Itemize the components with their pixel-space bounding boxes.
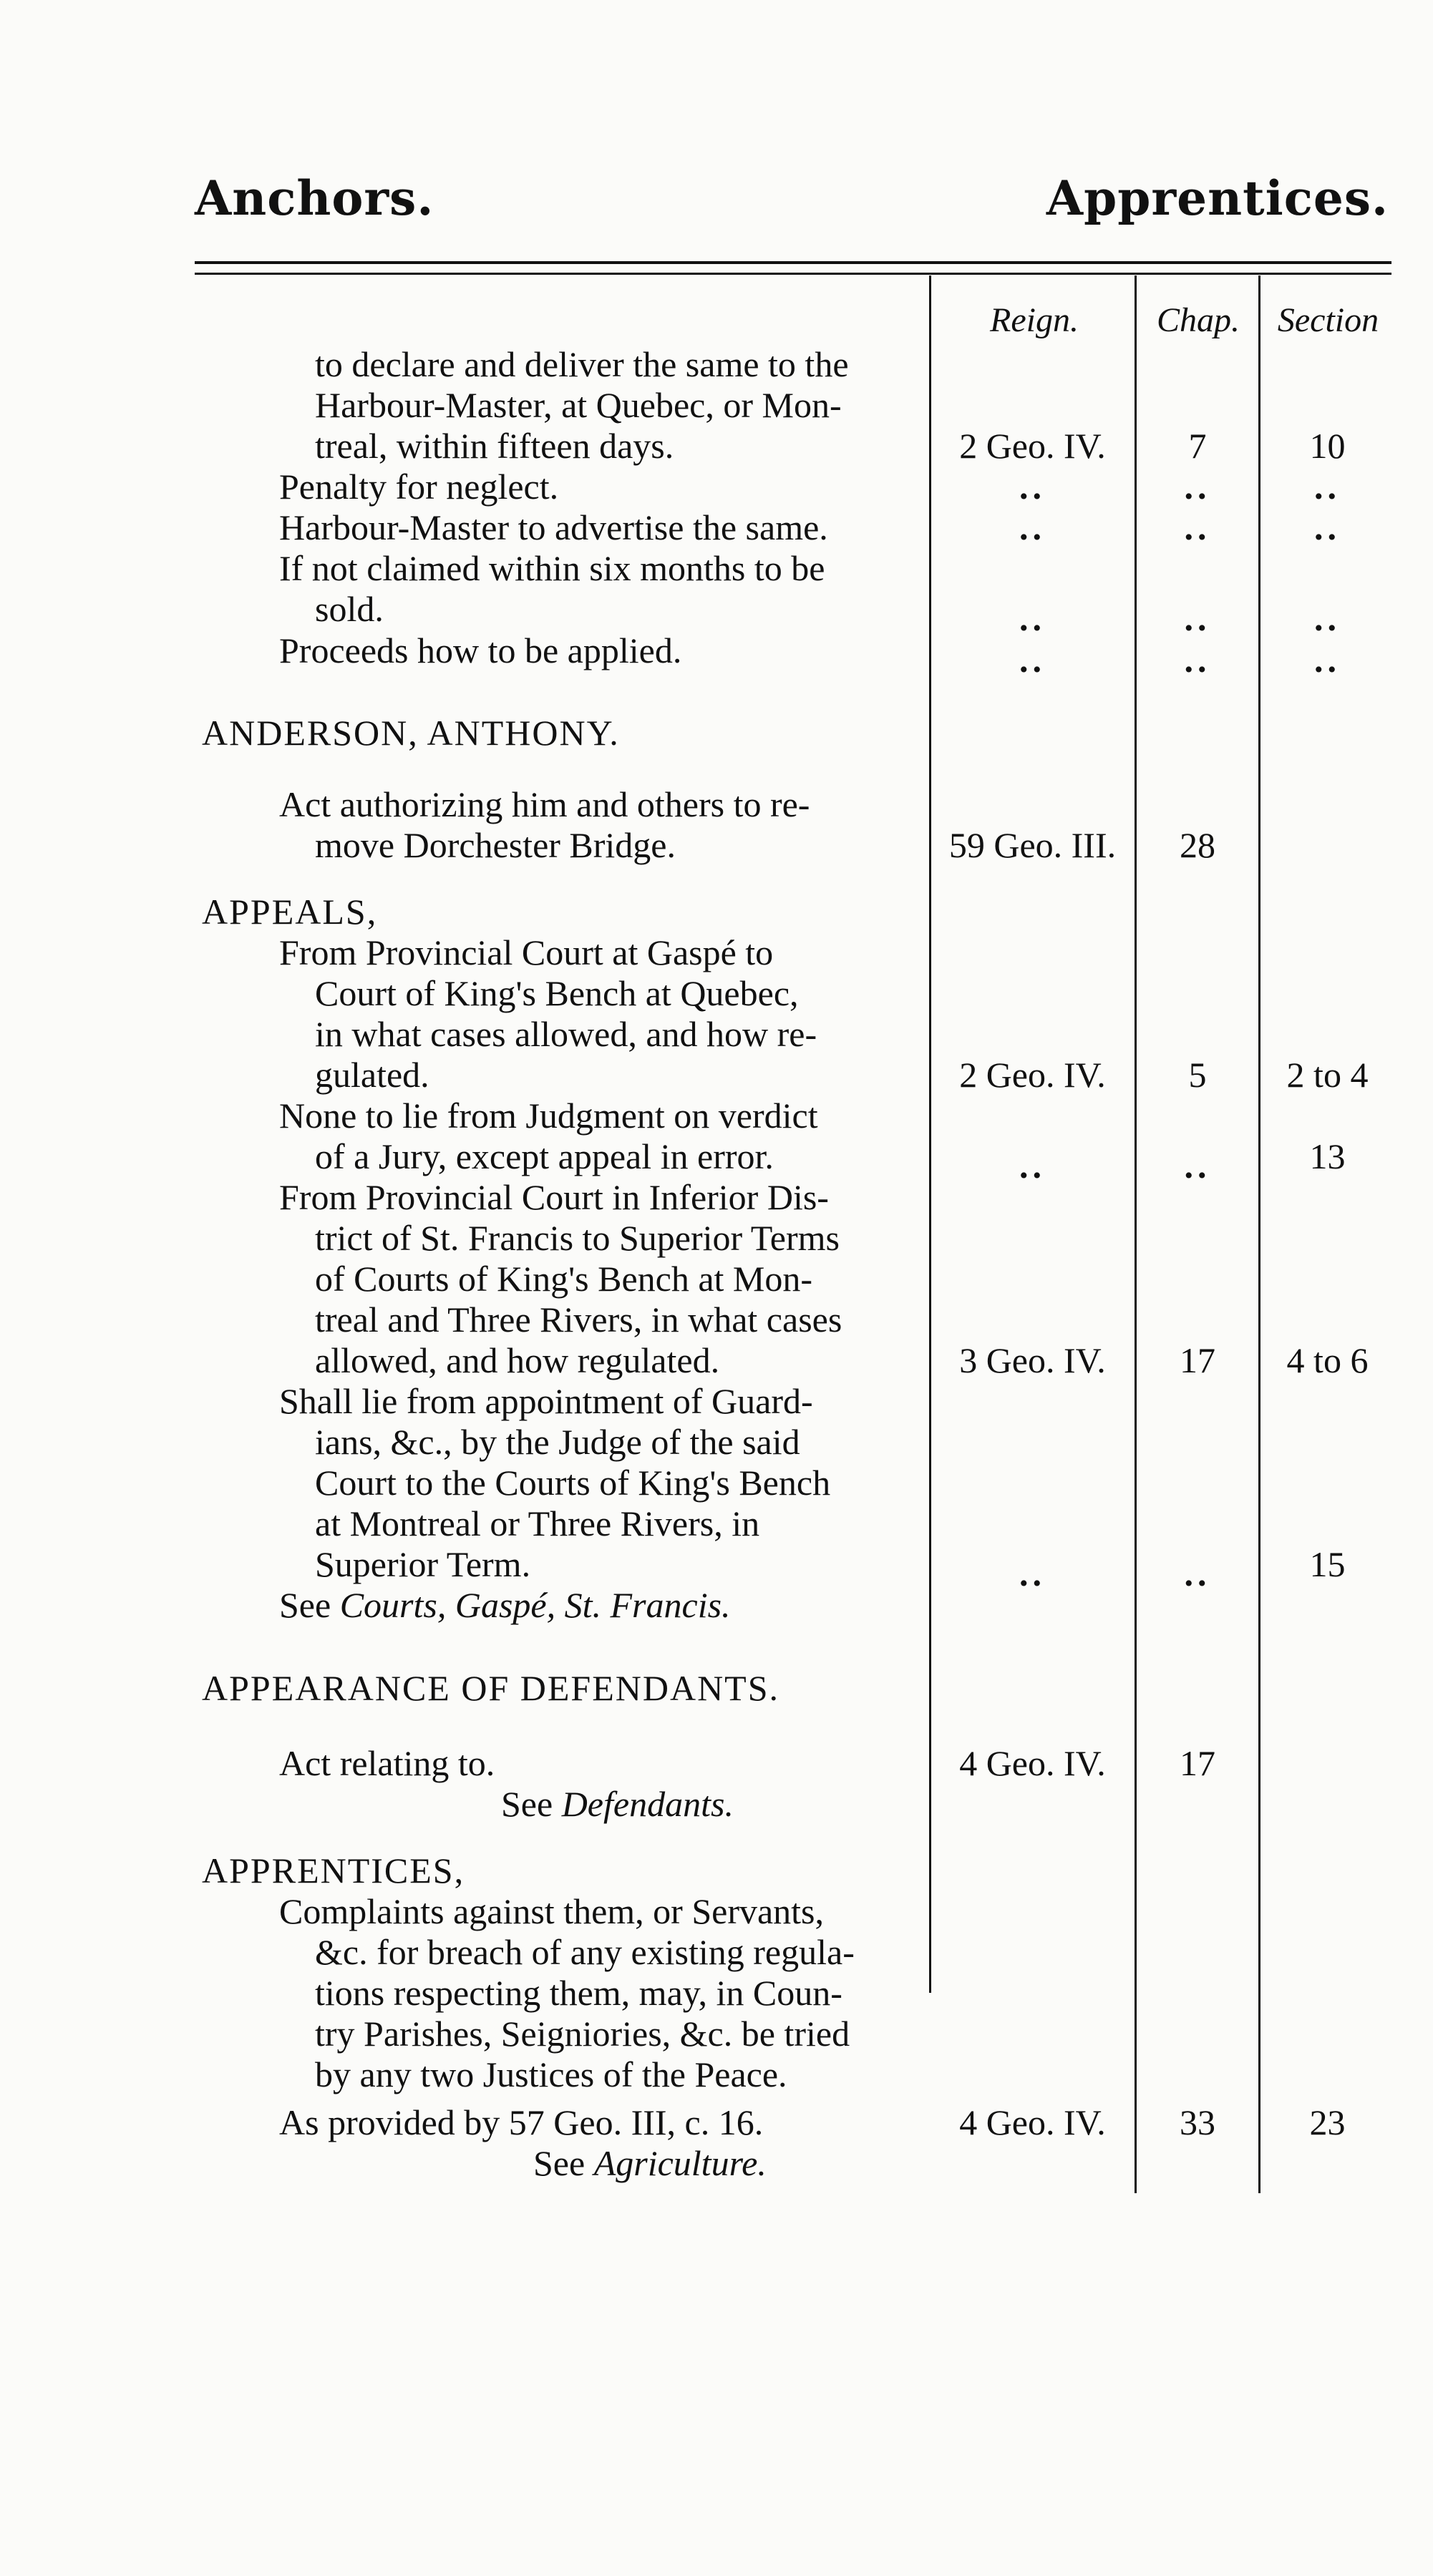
ditto-mark: .. — [1184, 1146, 1211, 1186]
running-head-left: Anchors. — [195, 170, 434, 226]
chap-cell: 7 — [1188, 426, 1207, 466]
see-reference — [501, 1783, 734, 1825]
entry-line: Proceeds how to be applied. — [279, 630, 682, 670]
entry-line: Harbour-Master, at Quebec, or Mon- — [315, 385, 842, 425]
entry-line: As provided by 57 Geo. III, c. 16. — [279, 2102, 764, 2142]
entry-line: &c. for breach of any existing regula- — [315, 1932, 855, 1972]
entry-line: sold. — [315, 589, 384, 629]
section-heading: APPRENTICES, — [202, 1850, 465, 1890]
entry-line: Superior Term. — [315, 1544, 531, 1584]
entry-line: Act authorizing him and others to re- — [279, 784, 810, 824]
entry-line: treal and Three Rivers, in what cases — [315, 1299, 842, 1340]
reign-cell: 2 Geo. IV. — [959, 1055, 1106, 1095]
see-reference — [533, 2142, 767, 2184]
ditto-mark: .. — [1019, 598, 1046, 638]
entry-line: move Dorchester Bridge. — [315, 825, 676, 865]
entry-line: treal, within fifteen days. — [315, 426, 674, 466]
entry-line: try Parishes, Seigniories, &c. be tried — [315, 2014, 850, 2054]
entry-line: Complaints against them, or Servants, — [279, 1891, 825, 1931]
entry-line: trict of St. Francis to Superior Terms — [315, 1218, 840, 1258]
entry-line: of Courts of King's Bench at Mon- — [315, 1259, 813, 1299]
section-cell: 15 — [1309, 1544, 1346, 1584]
reign-cell: 59 Geo. III. — [948, 825, 1117, 865]
reign-cell: 4 Geo. IV. — [959, 1743, 1106, 1783]
see-word: See — [533, 2143, 586, 2183]
entry-line: Harbour-Master to advertise the same. — [279, 507, 828, 547]
column-divider — [1135, 275, 1137, 2193]
entry-line: None to lie from Judgment on verdict — [279, 1096, 818, 1136]
entry-line: Court to the Courts of King's Bench — [315, 1463, 831, 1503]
chap-cell: 28 — [1180, 825, 1215, 865]
chap-cell: 17 — [1180, 1743, 1215, 1783]
ditto-mark: .. — [1184, 507, 1211, 547]
entry-line: Act relating to. — [279, 1743, 495, 1783]
column-divider — [1258, 275, 1260, 2193]
entry-line: If not claimed within six months to be — [279, 548, 825, 588]
reign-cell: 3 Geo. IV. — [959, 1340, 1106, 1380]
ditto-mark: .. — [1314, 640, 1341, 680]
cross-reference: Agriculture. — [593, 2143, 767, 2183]
section-cell: 4 to 6 — [1286, 1340, 1369, 1380]
column-header-chap: Chap. — [1156, 301, 1240, 339]
entry-line: ians, &c., by the Judge of the said — [315, 1422, 800, 1462]
ditto-mark: .. — [1019, 467, 1046, 507]
column-header-section: Section — [1277, 301, 1379, 339]
ditto-mark: .. — [1019, 640, 1046, 680]
ditto-mark: .. — [1019, 507, 1046, 547]
column-header-reign: Reign. — [990, 301, 1079, 339]
section-cell: 23 — [1309, 2102, 1346, 2142]
entry-line: of a Jury, except appeal in error. — [315, 1136, 774, 1176]
ditto-mark: .. — [1314, 598, 1341, 638]
entry-line: in what cases allowed, and how re- — [315, 1014, 817, 1054]
entry-line: Court of King's Bench at Quebec, — [315, 973, 799, 1013]
see-reference — [279, 1584, 731, 1626]
cross-reference: Courts, Gaspé, St. Francis. — [339, 1585, 731, 1625]
see-word: See — [279, 1585, 331, 1625]
entry-line: Shall lie from appointment of Guard- — [279, 1381, 813, 1421]
chap-cell: 33 — [1180, 2102, 1215, 2142]
reign-cell: 4 Geo. IV. — [959, 2102, 1106, 2142]
entry-line: From Provincial Court at Gaspé to — [279, 932, 774, 972]
entry-line: Penalty for neglect. — [279, 467, 559, 507]
header-rule — [195, 261, 1391, 264]
reign-cell: 2 Geo. IV. — [959, 426, 1106, 466]
entry-line: by any two Justices of the Peace. — [315, 2054, 787, 2094]
header-rule — [195, 273, 1391, 275]
section-cell: 10 — [1309, 426, 1346, 466]
ditto-mark: .. — [1184, 640, 1211, 680]
ditto-mark: .. — [1019, 1553, 1046, 1594]
section-cell: 13 — [1309, 1136, 1346, 1176]
ditto-mark: .. — [1184, 467, 1211, 507]
entry-line: at Montreal or Three Rivers, in — [315, 1503, 760, 1543]
section-heading: ANDERSON, ANTHONY. — [202, 713, 620, 753]
ditto-mark: .. — [1184, 1553, 1211, 1594]
section-cell: 2 to 4 — [1286, 1055, 1369, 1095]
ditto-mark: .. — [1314, 507, 1341, 547]
ditto-mark: .. — [1314, 467, 1341, 507]
ditto-mark: .. — [1184, 598, 1211, 638]
entry-line: allowed, and how regulated. — [315, 1340, 720, 1380]
chap-cell: 17 — [1180, 1340, 1215, 1380]
entry-line: From Provincial Court in Inferior Dis- — [279, 1177, 829, 1217]
see-word: See — [501, 1784, 553, 1824]
section-heading: APPEARANCE OF DEFENDANTS. — [202, 1668, 780, 1708]
cross-reference: Defendants. — [561, 1784, 734, 1824]
ditto-mark: .. — [1019, 1146, 1046, 1186]
entry-line: to declare and deliver the same to the — [315, 344, 849, 384]
entry-line: gulated. — [315, 1055, 429, 1095]
chap-cell: 5 — [1188, 1055, 1207, 1095]
entry-line: tions respecting them, may, in Coun- — [315, 1973, 842, 2013]
running-head-right: Apprentices. — [1046, 170, 1389, 226]
section-heading: APPEALS, — [202, 892, 378, 932]
